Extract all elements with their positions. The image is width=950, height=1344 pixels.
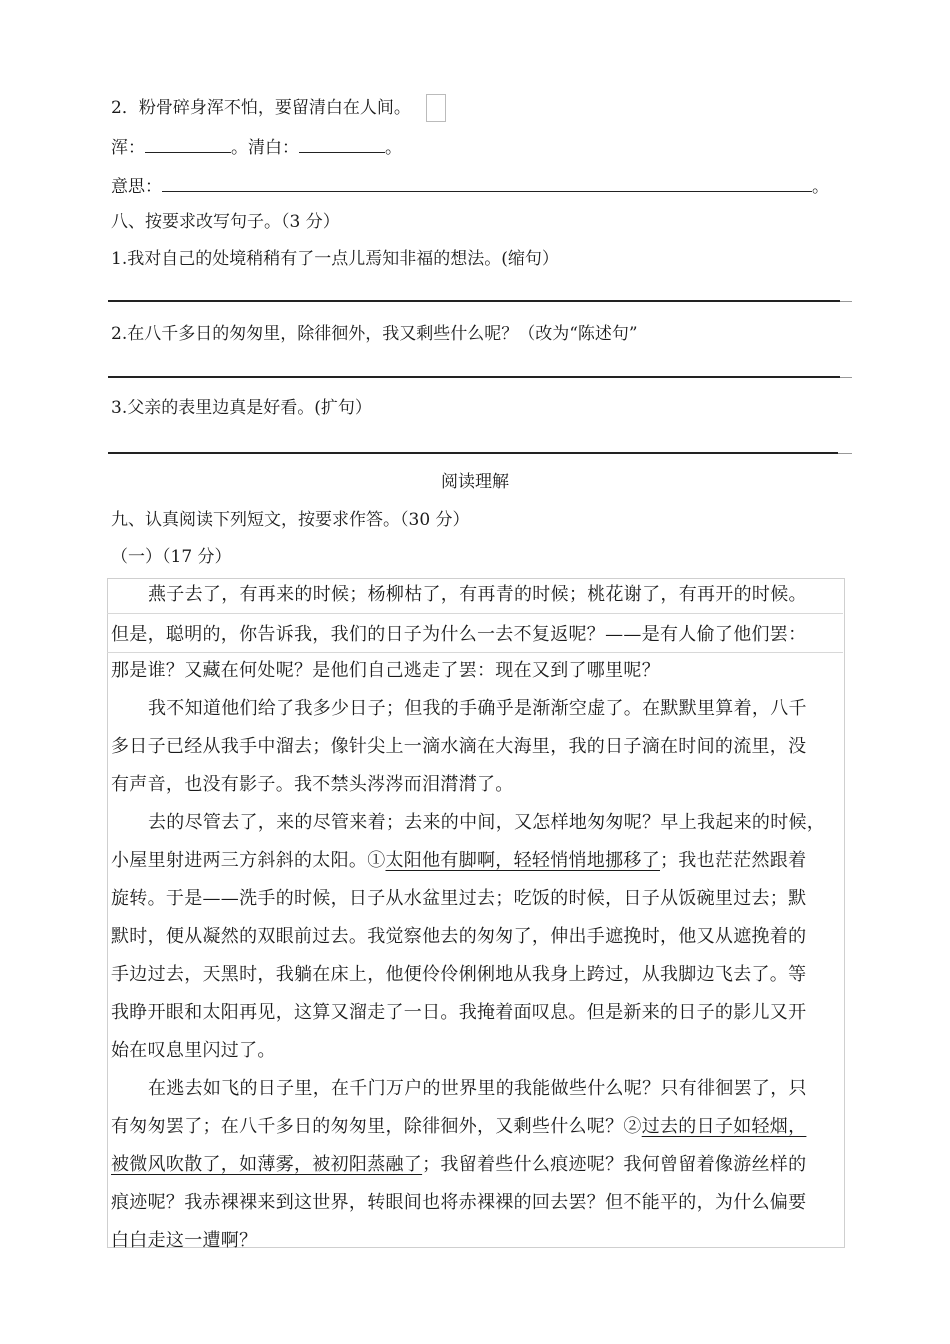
- passage-line: 手边过去，天黑时，我躺在床上，他便伶伶俐俐地从我身上跨过，从我脚边飞去了。等: [111, 964, 807, 985]
- qingbai-blank[interactable]: [299, 136, 385, 153]
- underlined-sentence-2-cont: 被微风吹散了，如薄雾，被初阳蒸融了: [111, 1154, 423, 1175]
- passage-line: 那是谁？又藏在何处呢？是他们自己逃走了罢：现在又到了哪里呢？: [111, 660, 660, 681]
- rewrite-item-3: 3.父亲的表里边真是好看。(扩句）: [111, 398, 372, 418]
- passage-line: 我睁开眼和太阳再见，这算又溜走了一日。我掩着面叹息。但是新来的日子的影儿又开: [111, 1002, 807, 1023]
- passage-line: 有匆匆罢了；在八千多日的匆匆里，除徘徊外，又剩些什么呢？②过去的日子如轻烟，: [111, 1116, 807, 1137]
- hun-row: 浑： 。清白： 。: [111, 138, 402, 158]
- passage-line: 燕子去了，有再来的时候；杨柳枯了，有再青的时候；桃花谢了，有再开的时候。: [148, 584, 807, 605]
- part-1-label: （一）（17 分）: [111, 547, 232, 567]
- passage-line: 痕迹呢？我赤裸裸来到这世界，转眼间也将赤裸裸的回去罢？但不能平的，为什么偏要: [111, 1192, 807, 1213]
- passage-line: 小屋里射进两三方斜斜的太阳。①太阳他有脚啊，轻轻悄悄地挪移了；我也茫茫然跟着: [111, 850, 807, 871]
- passage-line: 旋转。于是——洗手的时候，日子从水盆里过去；吃饭的时候，日子从饭碗里过去；默: [111, 888, 807, 909]
- answer-line-1[interactable]: [108, 300, 840, 302]
- passage-line: 去的尽管去了，来的尽管来着；去来的中间，又怎样地匆匆呢？早上我起来的时候，: [148, 812, 826, 833]
- passage-line: 白白走这一遭啊？: [111, 1230, 258, 1251]
- passage-line: 但是，聪明的，你告诉我，我们的日子为什么一去不复返呢？——是有人偷了他们罢：: [111, 624, 807, 645]
- section-8-title: 八、按要求改写句子。（3 分）: [111, 212, 340, 232]
- underlined-sentence-2: 过去的日子如轻烟，: [641, 1116, 807, 1137]
- answer-line-3[interactable]: [108, 452, 838, 454]
- meaning-row: 意思： 。: [111, 177, 829, 197]
- rewrite-item-1: 1.我对自己的处境稍稍有了一点儿焉知非福的想法。(缩句）: [111, 249, 559, 269]
- answer-line-2[interactable]: [108, 376, 840, 378]
- passage-line: 有声音，也没有影子。我不禁头涔涔而泪潸潸了。: [111, 774, 514, 795]
- underlined-sentence-1: 太阳他有脚啊，轻轻悄悄地挪移了: [385, 850, 660, 871]
- answer-line-1-tail: [840, 301, 852, 302]
- reading-heading: 阅读理解: [441, 472, 509, 492]
- cursor-box: [426, 94, 446, 122]
- passage-line: 我不知道他们给了我多少日子；但我的手确乎是渐渐空虚了。在默默里算着，八千: [148, 698, 807, 719]
- passage-line: 在逃去如飞的日子里，在千门万户的世界里的我能做些什么呢？只有徘徊罢了，只: [148, 1078, 807, 1099]
- hun-blank[interactable]: [145, 136, 231, 153]
- answer-line-2-tail: [840, 377, 852, 378]
- rewrite-item-2: 2.在八千多日的匆匆里，除徘徊外，我又剩些什么呢？（改为“陈述句”: [111, 324, 638, 344]
- answer-line-3-tail: [838, 453, 852, 454]
- section-9-title: 九、认真阅读下列短文，按要求作答。（30 分）: [111, 510, 470, 530]
- meaning-blank[interactable]: [162, 175, 812, 192]
- passage-line: 多日子已经从我手中溜去；像针尖上一滴水滴在大海里，我的日子滴在时间的流里，没: [111, 736, 807, 757]
- passage-line: 默时，便从凝然的双眼前过去。我觉察他去的匆匆了，伸出手遮挽时，他又从遮挽着的: [111, 926, 807, 947]
- poem-line: 2．粉骨碎身浑不怕，要留清白在人间。: [111, 98, 411, 118]
- passage-line: 始在叹息里闪过了。: [111, 1040, 276, 1061]
- passage-line: 被微风吹散了，如薄雾，被初阳蒸融了；我留着些什么痕迹呢？我何曾留着像游丝样的: [111, 1154, 807, 1175]
